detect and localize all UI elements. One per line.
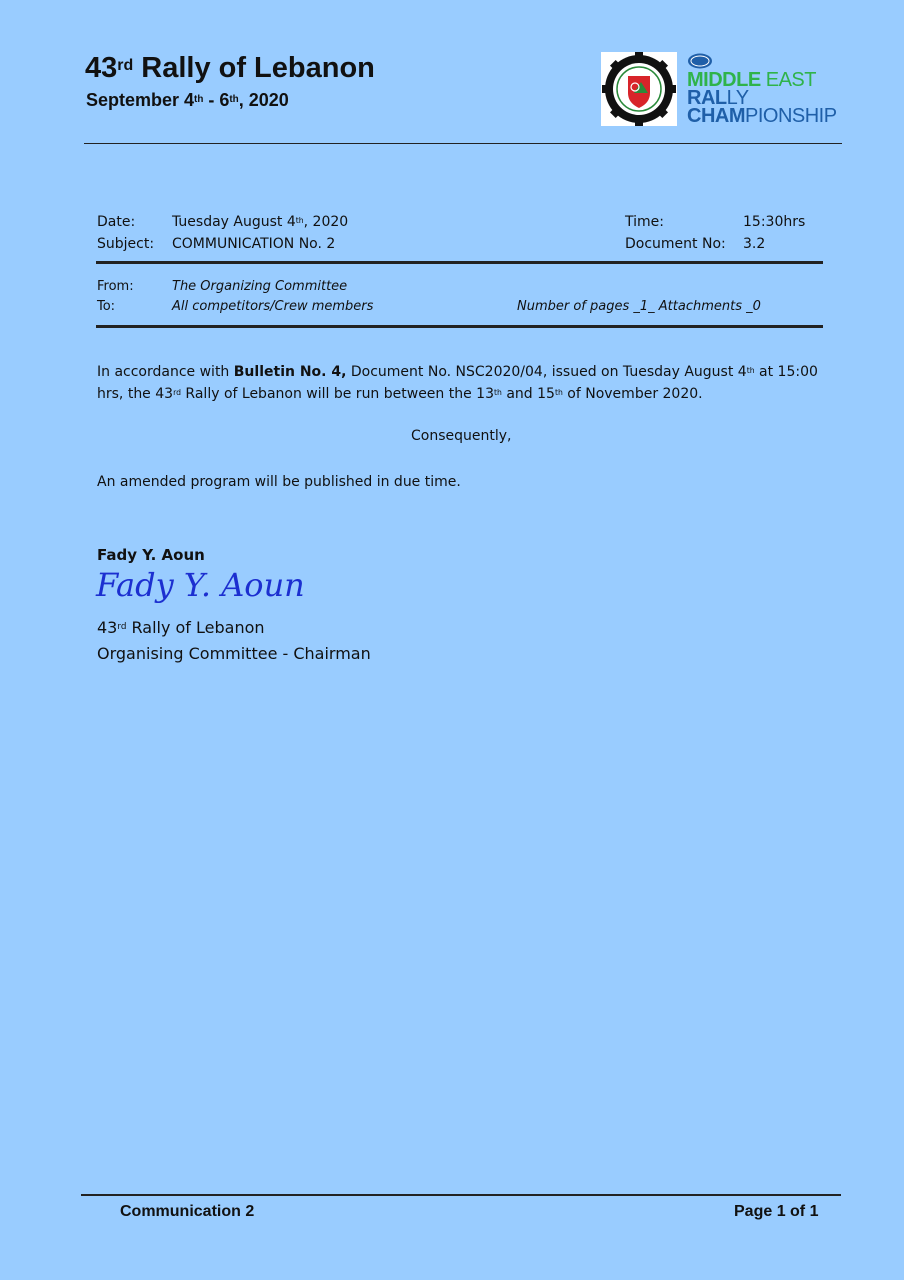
subject-label: Subject: [97, 236, 155, 252]
from-label: From: [97, 279, 134, 294]
signatory-title: Organising Committee - Chairman [97, 644, 371, 663]
fia-badge [687, 53, 713, 69]
date-label: Date: [97, 214, 136, 230]
event-dates: September 4th - 6th, 2020 [86, 90, 289, 110]
footer-divider [81, 1194, 841, 1196]
time-label: Time: [625, 214, 664, 230]
consequently-line: Consequently, [411, 428, 512, 444]
footer-document-name: Communication 2 [120, 1203, 255, 1220]
pages-attachments: Number of pages _1_ Attachments _0 [517, 299, 761, 314]
meta-divider-top [96, 261, 823, 264]
body-paragraph-2: An amended program will be published in due time. [97, 474, 461, 490]
club-logo [601, 52, 677, 126]
signatory-name: Fady Y. Aoun [97, 546, 205, 564]
to-value: All competitors/Crew members [172, 299, 374, 314]
gear-emblem-icon [601, 52, 677, 126]
header-divider [84, 143, 842, 144]
date-value: Tuesday August 4th, 2020 [172, 214, 349, 230]
footer-page-number: Page 1 of 1 [734, 1203, 819, 1220]
subject-value: COMMUNICATION No. 2 [172, 236, 336, 252]
body-paragraph-1: In accordance with Bulletin No. 4, Document No. NSC2020/04, issued on Tuesday August 4th at 15:00 hrs, the 43rd Rally of Lebanon will be run between the 13th and 15th of November 2020. [97, 364, 818, 402]
document-number-label: Document No: [625, 236, 726, 252]
signatory-event: 43rd Rally of Lebanon [97, 618, 265, 637]
meta-divider-bottom [96, 325, 823, 328]
handwritten-signature: Fady Y. Aoun [96, 566, 305, 604]
from-value: The Organizing Committee [172, 279, 348, 294]
merc-logo-text: MIDDLE EAST RALLY CHAMPIONSHIP [687, 69, 837, 127]
time-value: 15:30hrs [743, 214, 806, 230]
to-label: To: [97, 299, 116, 314]
fia-badge-icon [687, 53, 713, 69]
page-title: 43rd Rally of Lebanon [85, 52, 375, 84]
document-number-value: 3.2 [743, 236, 766, 252]
